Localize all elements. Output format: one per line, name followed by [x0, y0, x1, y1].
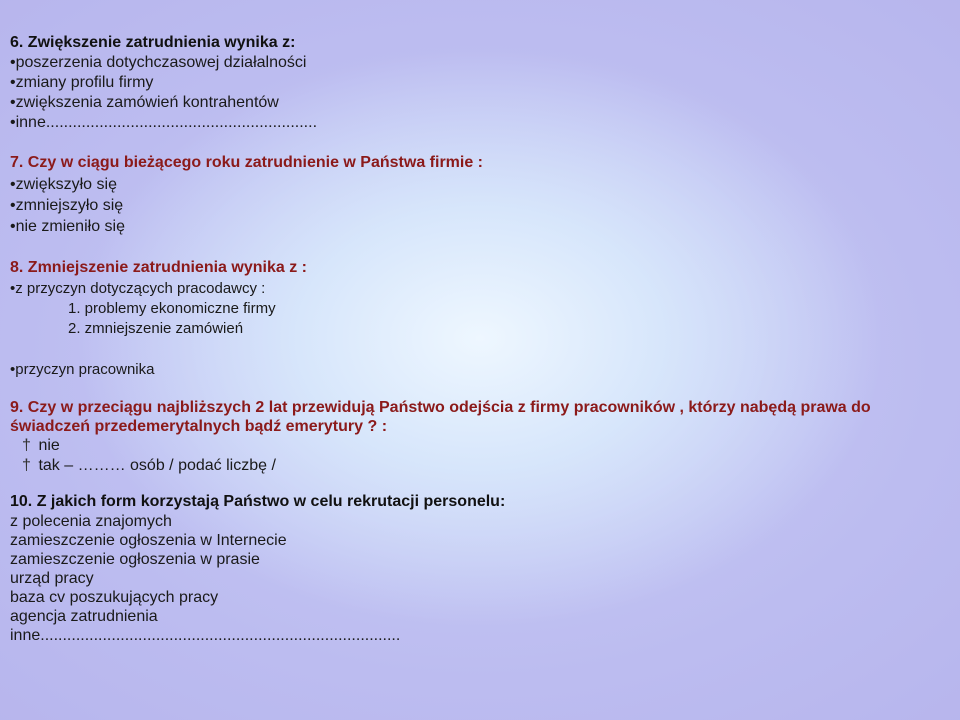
q7-option: •zmniejszyło się	[10, 197, 124, 214]
q9-option-yes	[22, 456, 276, 475]
q9-title: 9. Czy w przeciągu najbliższych 2 lat przewidują Państwo odejścia z firmy pracowników , którzy nabędą prawa do świadczeń przedemerytalnych bądź emerytury ? :	[10, 399, 871, 435]
q10-option: agencja zatrudnienia	[10, 608, 158, 625]
q6-option: •zwiększenia zamówień kontrahentów	[10, 94, 279, 111]
checkbox-mark-icon: †	[22, 457, 31, 474]
q7-option: •zwiększyło się	[10, 176, 117, 193]
q8-suboption: 1. problemy ekonomiczne firmy	[68, 300, 276, 317]
q10-option: zamieszczenie ogłoszenia w Internecie	[10, 532, 287, 549]
q10-option: zamieszczenie ogłoszenia w prasie	[10, 551, 260, 568]
q6-option: •inne.............................................................	[10, 114, 318, 131]
q10-option: z polecenia znajomych	[10, 513, 172, 530]
q8-option: •z przyczyn dotyczących pracodawcy :	[10, 280, 266, 297]
q6-title: 6. Zwiększenie zatrudnienia wynika z:	[10, 34, 296, 51]
q10-option: urząd pracy	[10, 570, 94, 587]
q7-option: •nie zmieniło się	[10, 218, 125, 235]
q8-title: 8. Zmniejszenie zatrudnienia wynika z :	[10, 259, 307, 276]
q9-option-label: nie	[38, 437, 60, 454]
q10-option: inne.................................................................................	[10, 627, 401, 644]
checkbox-mark-icon: †	[22, 437, 31, 454]
q6-option: •poszerzenia dotychczasowej działalności	[10, 54, 307, 71]
q8-option: •przyczyn pracownika	[10, 361, 155, 378]
q10-title: 10. Z jakich form korzystają Państwo w celu rekrutacji personelu:	[10, 493, 506, 510]
q7-title: 7. Czy w ciągu bieżącego roku zatrudnienie w Państwa firmie :	[10, 154, 484, 171]
q8-suboption: 2. zmniejszenie zamówień	[68, 320, 244, 337]
q9-option-label: tak – ……… osób / podać liczbę /	[38, 457, 276, 474]
q9-option-no	[22, 436, 60, 455]
q10-option: baza cv poszukujących pracy	[10, 589, 219, 606]
q6-option: •zmiany profilu firmy	[10, 74, 154, 91]
